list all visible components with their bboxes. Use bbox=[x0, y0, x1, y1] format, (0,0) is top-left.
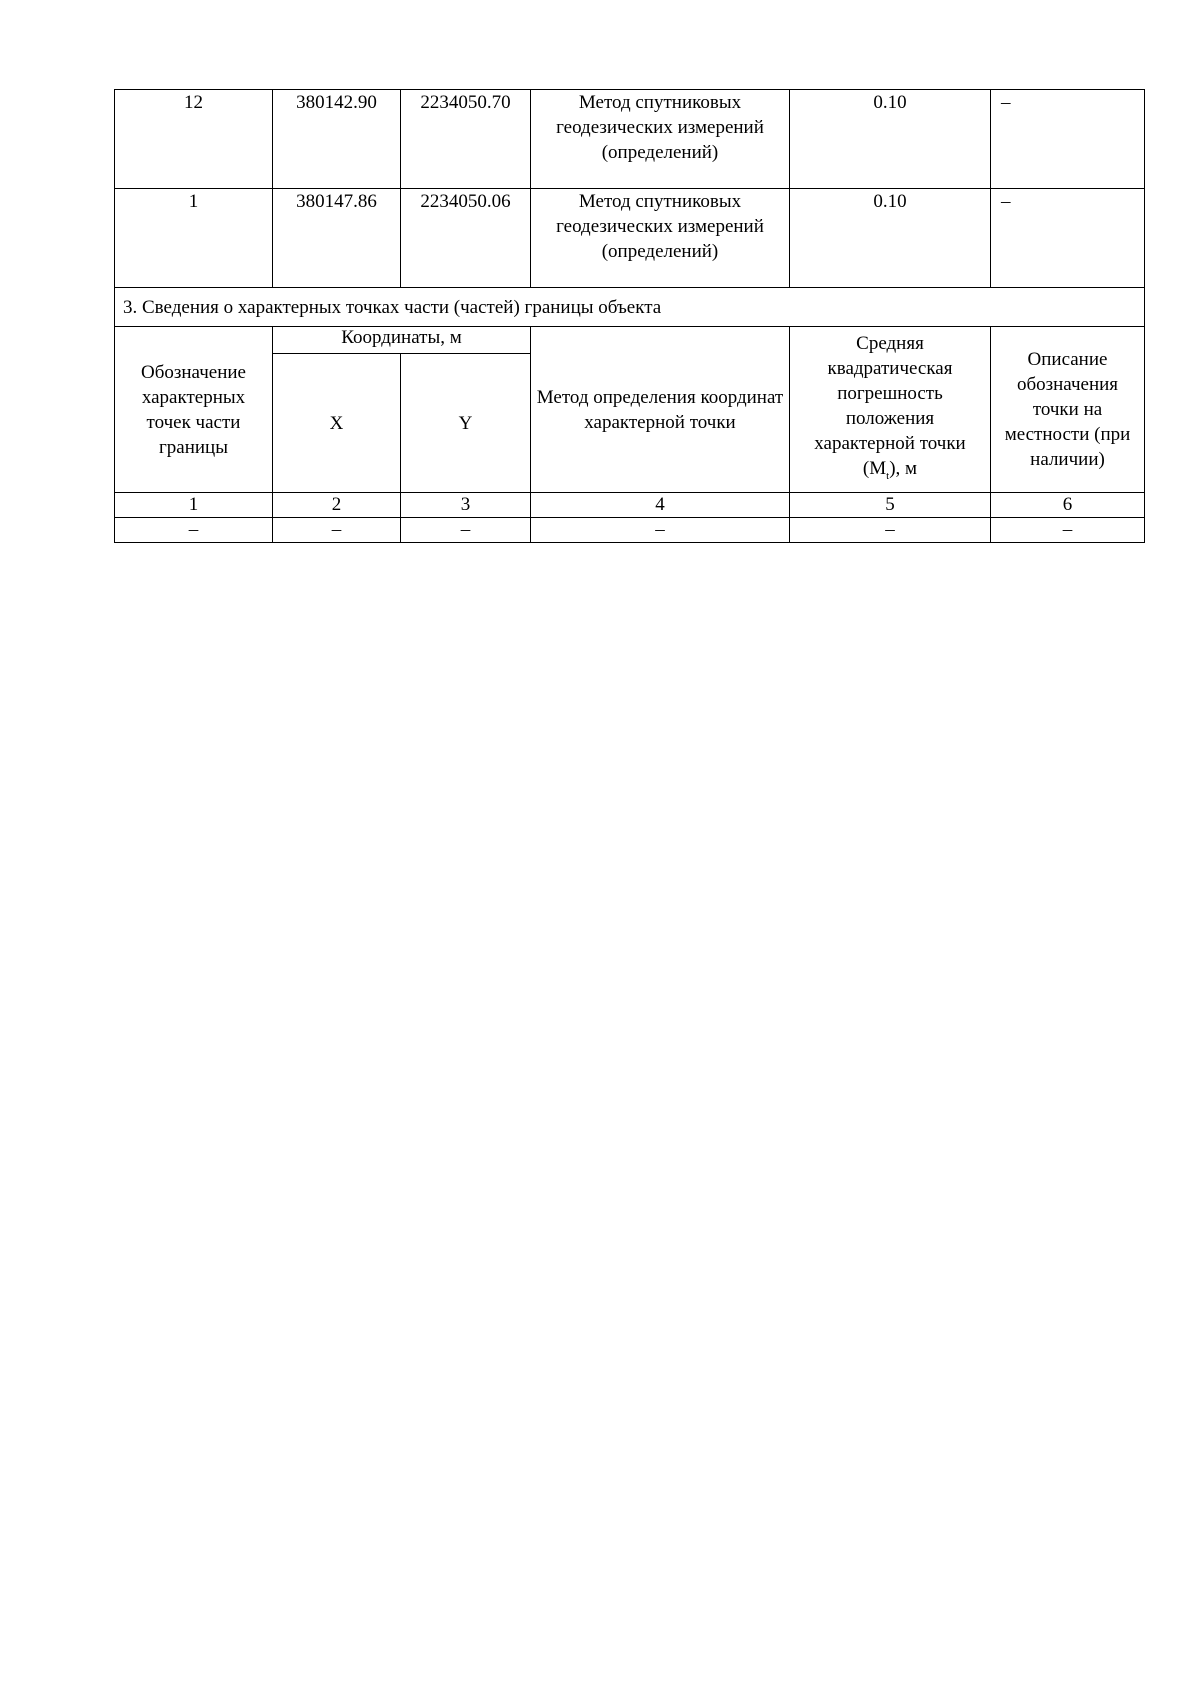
column-number: 2 bbox=[273, 493, 401, 518]
table-row bbox=[115, 518, 1145, 543]
empty-cell: – bbox=[273, 518, 401, 543]
header-y: Y bbox=[401, 354, 531, 493]
table-row bbox=[115, 90, 1145, 189]
section-title-row bbox=[115, 288, 1145, 327]
header-accuracy-text: Средняя квадратическая погрешность положения характерной точки (M bbox=[814, 332, 966, 479]
column-number-row bbox=[115, 493, 1145, 518]
point-number: 1 bbox=[115, 189, 273, 288]
header-x: X bbox=[273, 354, 401, 493]
empty-cell: – bbox=[991, 518, 1145, 543]
column-number: 5 bbox=[790, 493, 991, 518]
header-designation: Обозначение характерных точек части границы bbox=[115, 327, 273, 493]
column-number: 3 bbox=[401, 493, 531, 518]
header-accuracy bbox=[790, 327, 991, 493]
header-coordinates: Координаты, м bbox=[273, 327, 531, 354]
method-cell: Метод спутниковых геодезических измерений (определений) bbox=[531, 90, 790, 189]
column-number: 4 bbox=[531, 493, 790, 518]
empty-cell: – bbox=[401, 518, 531, 543]
empty-cell: – bbox=[790, 518, 991, 543]
empty-cell: – bbox=[531, 518, 790, 543]
description-cell: – bbox=[991, 90, 1145, 189]
header-accuracy-unit: ), м bbox=[889, 457, 918, 479]
method-cell: Метод спутниковых геодезических измерений (определений) bbox=[531, 189, 790, 288]
coordinate-x: 380147.86 bbox=[273, 189, 401, 288]
table-row bbox=[115, 189, 1145, 288]
header-method: Метод определения координат характерной точки bbox=[531, 327, 790, 493]
header-accuracy-subscript: t bbox=[886, 469, 890, 482]
coordinate-x: 380142.90 bbox=[273, 90, 401, 189]
header-row bbox=[115, 327, 1145, 354]
header-description: Описание обозначения точки на местности (при наличии) bbox=[991, 327, 1145, 493]
accuracy-cell: 0.10 bbox=[790, 90, 991, 189]
column-number: 1 bbox=[115, 493, 273, 518]
point-number: 12 bbox=[115, 90, 273, 189]
empty-cell: – bbox=[115, 518, 273, 543]
description-cell: – bbox=[991, 189, 1145, 288]
accuracy-cell: 0.10 bbox=[790, 189, 991, 288]
coordinate-y: 2234050.06 bbox=[401, 189, 531, 288]
coordinate-y: 2234050.70 bbox=[401, 90, 531, 189]
section-title: 3. Сведения о характерных точках части (частей) границы объекта bbox=[115, 288, 1145, 327]
boundary-points-table bbox=[114, 89, 1145, 543]
column-number: 6 bbox=[991, 493, 1145, 518]
